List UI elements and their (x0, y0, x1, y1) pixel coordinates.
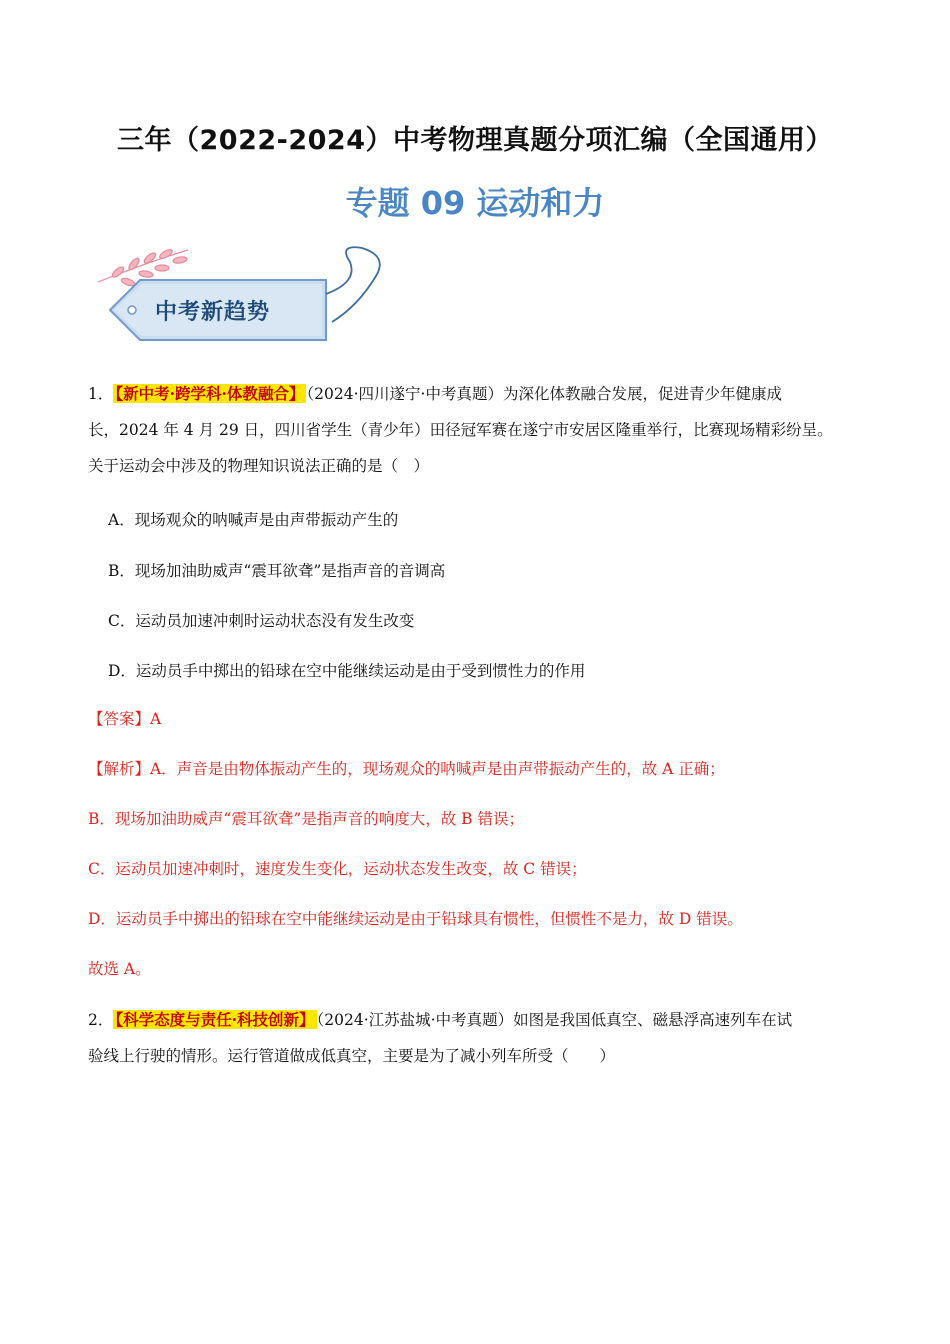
question-1-line-2: 长，2024 年 4 月 29 日，四川省学生（青少年）田径冠军赛在遂宁市安居区隆重举行，比赛现场精彩纷呈。 (88, 421, 833, 439)
question-2-line-2: 验线上行驶的情形。运行管道做成低真空，主要是为了减小列车所受（ ） (88, 1047, 616, 1065)
question-1-option-c: C．运动员加速冲刺时运动状态没有发生改变 (108, 612, 415, 630)
analysis-text-a: A．声音是由物体振动产生的，现场观众的呐喊声是由声带振动产生的，故 A 正确； (150, 760, 725, 778)
document-subtitle: 专题 09 运动和力 (345, 184, 605, 222)
question-1-option-d: D．运动员手中掷出的铅球在空中能继续运动是由于受到惯性力的作用 (108, 662, 586, 680)
question-1-tag: 【新中考·跨学科·体教融合】 (115, 384, 305, 403)
question-1-option-a: A．现场观众的呐喊声是由声带振动产生的 (108, 511, 399, 529)
analysis-line-d: D．运动员手中掷出的铅球在空中能继续运动是由于铅球具有惯性，但惯性不是力，故 D 错误。 (88, 910, 743, 928)
question-2-tag: 【科学态度与责任·科技创新】 (115, 1010, 315, 1029)
section-banner-label: 中考新趋势 (155, 300, 271, 325)
answer-value: A (150, 710, 162, 728)
question-1-answer (88, 701, 864, 737)
document-title: 三年（2022-2024）中考物理真题分项汇编（全国通用） (117, 125, 833, 156)
analysis-line-b: B．现场加油助威声“震耳欲聋”是指声音的响度大，故 B 错误； (88, 810, 524, 828)
question-1-source: （2024·四川遂宁·中考真题）为深化体教融合发展，促进青少年健康成 (306, 385, 782, 403)
analysis-line-a (88, 751, 864, 787)
analysis-conclusion: 故选 A。 (88, 960, 151, 978)
answer-label: 【答案】 (88, 710, 151, 728)
analysis-label: 【解析】 (88, 760, 151, 778)
question-2-source: （2024·江苏盐城·中考真题）如图是我国低真空、磁悬浮高速列车在试 (316, 1011, 793, 1029)
question-2-line-1 (88, 1002, 864, 1038)
question-1-line-3: 关于运动会中涉及的物理知识说法正确的是（ ） (88, 457, 430, 475)
analysis-line-c: C．运动员加速冲刺时，速度发生变化，运动状态发生改变，故 C 错误； (88, 860, 587, 878)
question-1-option-b: B．现场加油助威声“震耳欲聋”是指声音的音调高 (108, 562, 446, 580)
question-1-line-1 (88, 376, 864, 412)
question-2-number: 2． (88, 1011, 114, 1029)
question-1-number: 1． (88, 385, 114, 403)
